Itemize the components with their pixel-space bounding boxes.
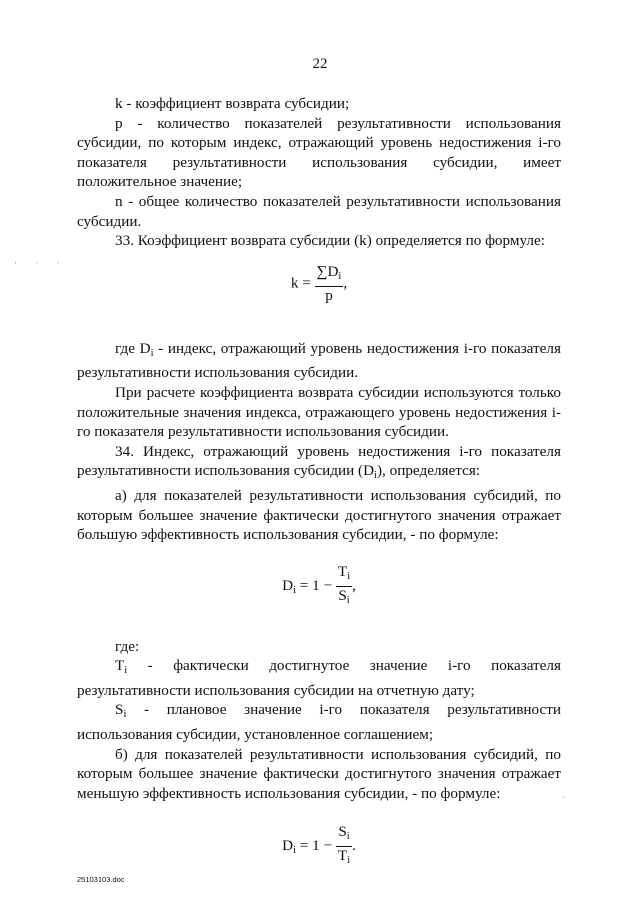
- formula-di-b-denominator: $T_i$: [337, 847, 351, 867]
- paragraph-33: 33. Коэффициент возврата субсидии (k) определяется по формуле:: [115, 232, 545, 250]
- formula-di-a-lhs: $D_i = 1$ −: [282, 576, 336, 596]
- formula-k-fraction: [315, 263, 344, 305]
- paragraph-p-definition: p - количество показателей результативности использования субсидии, по которым индекс, отражающий уровень недостижения i-го показателя результативности использования субсидии, имеет положительное значение;: [77, 114, 561, 191]
- paragraph-n-definition: n - общее количество показателей результативности использования субсидии.: [77, 192, 561, 230]
- formula-di-a-denominator: $S_i$: [338, 586, 350, 606]
- formula-k-tail: ,: [343, 274, 348, 292]
- formula-di-a-tail: ,: [352, 576, 356, 594]
- paragraph-di-definition: где $D_i$ - индекс, отражающий уровень недостижения i-го показателя результативности использования субсидии.: [77, 339, 561, 382]
- formula-k-denominator: p: [325, 286, 333, 304]
- formula-di-b-lhs: $D_i = 1$ −: [282, 837, 336, 857]
- document-body: [77, 94, 561, 873]
- formula-k-numerator: $\sum D_i$: [315, 263, 344, 287]
- formula-k-lhs: k =: [290, 274, 311, 292]
- paragraph-where: где:: [115, 637, 140, 655]
- margin-marks: · · ·: [14, 258, 68, 268]
- formula-di-b-numerator: $S_i$: [336, 823, 352, 847]
- page-number: 22: [312, 56, 328, 72]
- footer-filename: 25103103.doc: [77, 875, 125, 884]
- stray-dot: ·: [562, 793, 565, 802]
- paragraph-34-b: б) для показателей результативности использования субсидий, по которым большее значение фактически достигнутого значения отражает меньшую эффективность использования субсидии, - по формуле:: [77, 745, 561, 802]
- paragraph-si-definition: $S_i$ - плановое значение i-го показателя результативности использования субсидии, установленное соглашением;: [77, 701, 561, 744]
- formula-di-a-numerator: $T_i$: [336, 563, 352, 587]
- formula-k: [77, 263, 561, 313]
- paragraph-34-a: а) для показателей результативности использования субсидий, по которым большее значение фактически достигнутого значения отражает большую эффективность использования субсидии, - по формуле:: [77, 486, 561, 544]
- paragraph-ti-definition: $T_i$ - фактически достигнутое значение i-го показателя результативности использования субсидии на отчетную дату;: [77, 657, 561, 699]
- formula-di-b: [77, 823, 561, 873]
- formula-di-a-fraction: [336, 563, 352, 610]
- formula-di-b-fraction: [336, 823, 352, 870]
- paragraph-34: 34. Индекс, отражающий уровень недостижения i-го показателя результативности использования субсидии $(D_i)$, определяется:: [77, 442, 561, 482]
- formula-di-b-tail: .: [352, 837, 356, 855]
- paragraph-k-definition: k - коэффициент возврата субсидии;: [115, 95, 350, 112]
- formula-di-a: [77, 563, 561, 613]
- paragraph-positive-values: При расчете коэффициента возврата субсидии используются только положительные значения индекса, отражающего уровень недостижения i-го показателя результативности использования субсидии.: [77, 383, 561, 441]
